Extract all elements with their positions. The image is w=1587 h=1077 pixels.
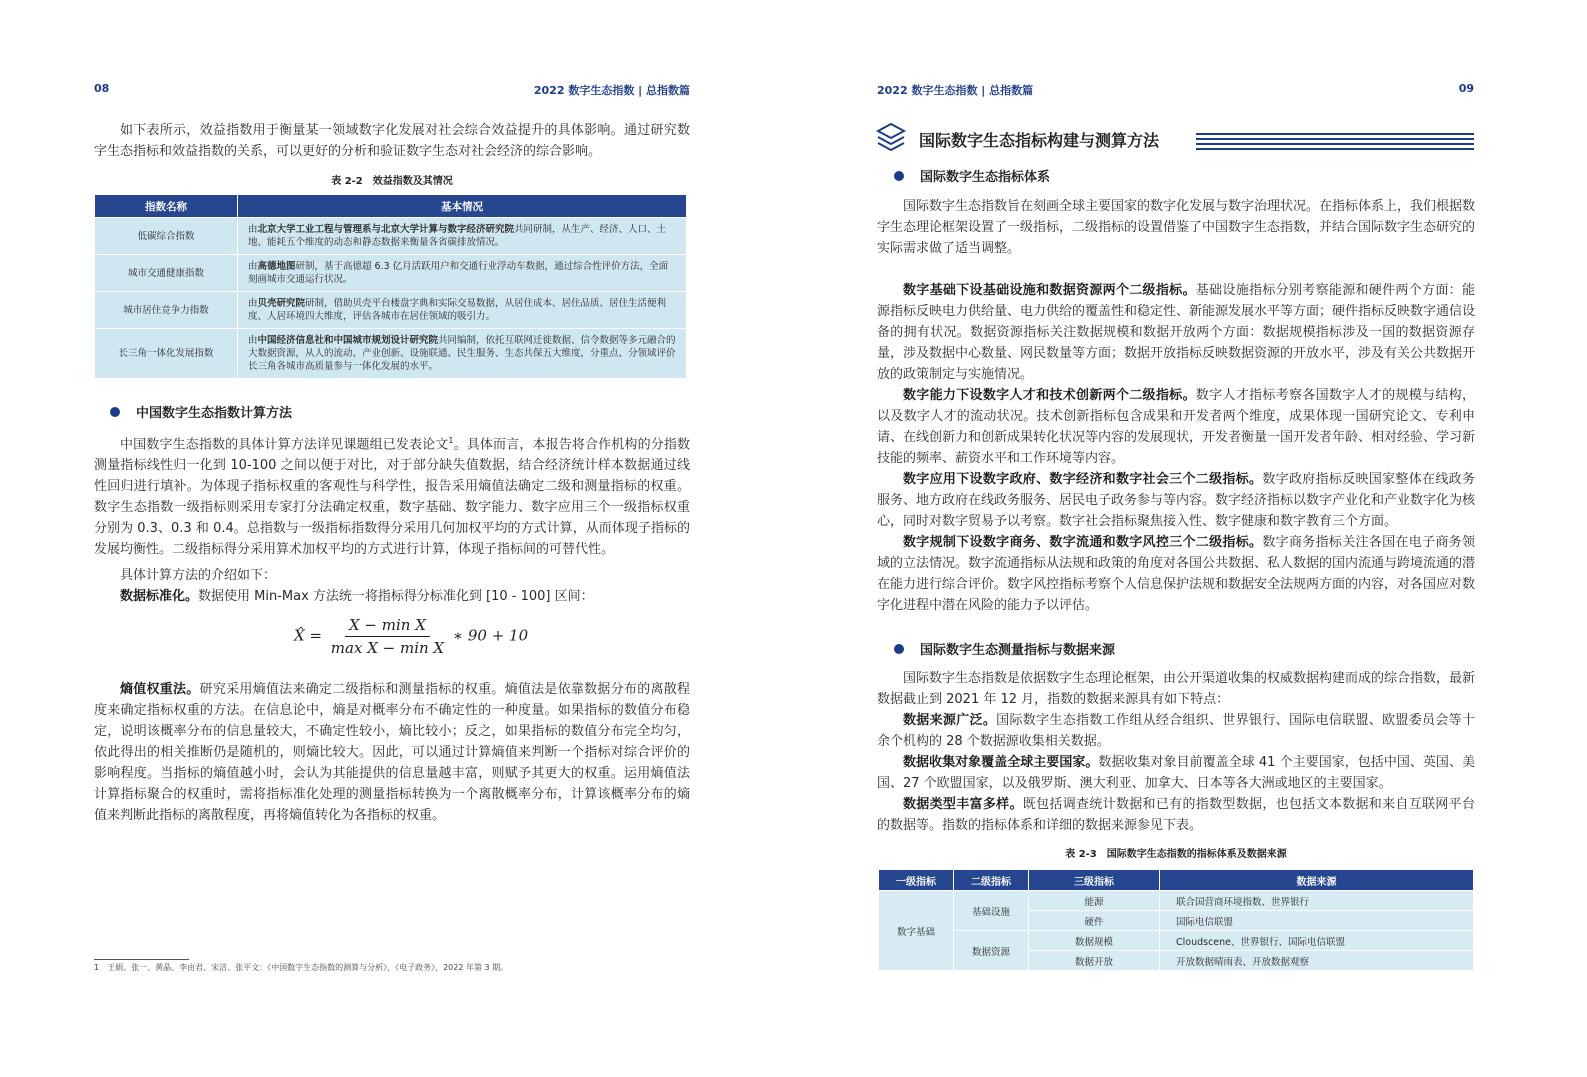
section-title: 中国数字生态指数计算方法	[136, 406, 293, 421]
page-number: 09	[1458, 82, 1474, 95]
footnote: 1 王娟、张一、黄晶、李由君、宋洁、张平文：《中国数字生态指数的测算与分析》，《电子政务》，2022 年第 3 期。	[94, 963, 509, 972]
table-header-row	[95, 195, 687, 218]
index-description: 由北京大学工业工程与管理系与北京大学计算与数字经济研究院共同研制，从生产、经济、人口、土地、能耗五个维度的动态和静态数据来衡量各省碳排放情况。	[238, 218, 687, 255]
column-header: 三级指标	[1029, 870, 1160, 891]
standardization-paragraph: 数据标准化。数据使用 Min-Max 方法统一将指标得分标准化到 [10 - 100] 区间：	[120, 589, 594, 604]
footnote-rule	[94, 959, 189, 960]
left-page	[0, 0, 793, 1077]
level2-cell: 基础设施	[954, 891, 1029, 931]
intro-paragraph: 如下表所示，效益指数用于衡量某一领域数字化发展对社会综合效益提升的具体影响。通过研究数字生态指标和效益指数的关系，可以更好的分析和验证数字生态对社会经济的综合影响。	[94, 123, 690, 159]
section-heading	[894, 166, 1050, 185]
source-cell: 联合国营商环境指数、世界银行	[1160, 891, 1474, 911]
minmax-formula: X̂ = $\frac{\text{X − min X}}{\text{max X − min X}}$ ∗ 90 + 10	[294, 616, 529, 657]
index-name: 城市居住竞争力指数	[95, 292, 238, 329]
running-header: 2022 数字生态指数 | 总指数篇	[877, 84, 1034, 97]
section-heading	[894, 639, 1115, 658]
system-paragraph: 国际数字生态指数旨在刻画全球主要国家的数字化发展与数字治理状况。在指标体系上，我们根据数字生态理论框架设置了一级指标，二级指标的设置借鉴了中国数字生态指数，并结合国际数字生态研究的实际需求做了适当调整。	[877, 199, 1476, 256]
digital-application-paragraph: 数字应用下设数字政府、数字经济和数字社会三个二级指标。数字政府指标反映国家整体在线政务服务、地方政府在线政务服务、居民电子政务参与等内容。数字经济指标以数字产业化和产业数字化为核心，同时对数字贸易予以考察。数字社会指标聚焦接入性、数字健康和数字教育三个方面。	[877, 472, 1476, 529]
bullet-dot-icon	[894, 644, 904, 654]
source-cell: 开放数据晴雨表、开放数据观察	[1160, 951, 1474, 971]
layers-icon	[876, 122, 906, 152]
table-row	[95, 329, 687, 379]
index-description: 由贝壳研究院研制，借助贝壳平台楼盘字典和实际交易数据，从居住成本、居住品质、居住生活便利度、人居环境四大维度，评估各城市在居住领域的吸引力。	[238, 292, 687, 329]
source-intro-paragraph: 国际数字生态指数是依据数字生态理论框架，由公开渠道收集的权威数据构建而成的综合指数，最新数据截止到 2021 年 12 月，指数的数据来源具有如下特点：	[877, 671, 1476, 707]
section-heading	[110, 402, 292, 421]
footnote-ref: 1	[448, 436, 454, 445]
bullet-dot-icon	[110, 407, 120, 417]
entropy-paragraph: 熵值权重法。研究采用熵值法来确定二级指标和测量指标的权重。熵值法是依靠数据分布的离散程度来确定指标权重的方法。在信息论中，熵是对概率分布不确定性的一种度量。如果指标的数值分布稳定，说明该概率分布的信息量较大，不确定性较小，熵比较小；反之，如果指标的数值分布完全均匀，依此得出的相关推断仍是随机的，则熵比较大。因此，可以通过计算熵值来判断一个指标对综合评价的影响程度。当指标的熵值越小时，会认为其能提供的信息量越丰富，则赋予其更大的权重。运用熵值法计算指标聚合的权重时，需将指标准化处理的测量指标转换为一个离散概率分布，计算该概率分布的熵值来判断此指标的离散程度，再将熵值转化为各指标的权重。	[94, 682, 690, 823]
level3-cell: 能源	[1029, 891, 1160, 911]
table-header-row	[879, 870, 1474, 891]
level2-cell: 数据资源	[954, 931, 1029, 971]
indicator-system-table	[878, 869, 1474, 971]
source-cell: 国际电信联盟	[1160, 911, 1474, 931]
section-title: 国际数字生态测量指标与数据来源	[920, 643, 1116, 658]
right-page	[794, 0, 1587, 1077]
index-name: 长三角一体化发展指数	[95, 329, 238, 379]
source-type-paragraph: 数据类型丰富多样。既包括调查统计数据和已有的指数型数据，也包括文本数据和来自互联网平台的数据等。指数的指标体系和详细的数据来源参见下表。	[877, 797, 1475, 833]
title-decoration	[1196, 133, 1474, 150]
section-title: 国际数字生态指标体系	[920, 170, 1051, 185]
page-number: 08	[94, 82, 110, 95]
table-row	[879, 891, 1474, 911]
column-header: 基本情况	[238, 195, 687, 218]
chapter-title: 国际数字生态指标构建与测算方法	[919, 131, 1160, 150]
level3-cell: 硬件	[1029, 911, 1160, 931]
method-paragraph: 中国数字生态指数的具体计算方法详见课题组已发表论文$^1$。具体而言，本报告将合作机构的分指数测量指标线性归一化到 10-100 之间以便于对比，对于部分缺失值数据，结合经济统计样本数据通过线性回归进行填补。为体现子指标权重的客观性与科学性，报告采用熵值法确定二级和测量指标的权重。数字生态指数一级指标则采用专家打分法确定权重，数字基础、数字能力、数字应用三个一级指标权重分别为 0.3、0.3 和 0.4。总指数与一级指标指数得分采用几何加权平均的方式计算，从而体现子指标的发展均衡性。二级指标得分采用算术加权平均的方式进行计算，体现子指标间的可替代性。	[94, 436, 690, 558]
index-name: 城市交通健康指数	[95, 255, 238, 292]
running-header: 2022 数字生态指数 | 总指数篇	[533, 84, 690, 97]
table-row	[879, 931, 1474, 951]
benefit-index-table	[94, 194, 687, 379]
level3-cell: 数据规模	[1029, 931, 1160, 951]
table-row	[95, 255, 687, 292]
column-header: 指数名称	[95, 195, 238, 218]
index-name: 低碳综合指数	[95, 218, 238, 255]
source-cell: Cloudscene、世界银行、国际电信联盟	[1160, 931, 1474, 951]
digital-regulation-paragraph: 数字规制下设数字商务、数字流通和数字风控三个二级指标。数字商务指标关注各国在电子商务领域的立法情况。数字流通指标从法规和政策的角度对各国公共数据、私人数据的国内流通与跨境流通的潜在能力进行综合评价。数字风控指标考察个人信息保护法规和数据安全法规两方面的内容，对各国应对数字化进程中潜在风险的能力予以评估。	[877, 535, 1476, 613]
table-caption: 表 2-2 效益指数及其情况	[331, 176, 453, 187]
digital-capability-paragraph: 数字能力下设数字人才和技术创新两个二级指标。数字人才指标考察各国数字人才的规模与结构，以及数字人才的流动状况。技术创新指标包含成果和开发者两个维度，成果体现一国研究论文、专利申请、在线创新力和创新成果转化状况等内容的发展现状，开发者衡量一国开发者年龄、相对经验、学习新技能的频率、薪资水平和工作环境等内容。	[877, 388, 1476, 466]
index-description: 由高德地图研制，基于高德超 6.3 亿月活跃用户和交通行业浮动车数据，通过综合性评价方法，全面刻画城市交通运行状况。	[238, 255, 687, 292]
source-breadth-paragraph: 数据来源广泛。国际数字生态指数工作组从经合组织、世界银行、国际电信联盟、欧盟委员会等十余个机构的 28 个数据源收集相关数据。	[877, 713, 1475, 749]
table-row	[95, 218, 687, 255]
method-intro: 具体计算方法的介绍如下：	[120, 568, 277, 583]
index-description: 由中国经济信息社和中国城市规划设计研究院共同编制，依托互联网迁徙数据、信令数据等多元融合的大数据资源，从人的流动、产业创新、设施联通、民生服务、生态共保五大维度，分重点、分领域评价长三角各城市高质量参与一体化发展的水平。	[238, 329, 687, 379]
column-header: 二级指标	[954, 870, 1029, 891]
table-caption: 表 2-3 国际数字生态指数的指标体系及数据来源	[1065, 849, 1287, 860]
source-coverage-paragraph: 数据收集对象覆盖全球主要国家。数据收集对象目前覆盖全球 41 个主要国家，包括中国、英国、美国、27 个欧盟国家，以及俄罗斯、澳大利亚、加拿大、日本等各大洲或地区的主要国家。	[877, 755, 1475, 791]
level1-cell: 数字基础	[879, 891, 954, 971]
level3-cell: 数据开放	[1029, 951, 1160, 971]
column-header: 数据来源	[1160, 870, 1474, 891]
column-header: 一级指标	[879, 870, 954, 891]
bullet-dot-icon	[894, 171, 904, 181]
digital-foundation-paragraph: 数字基础下设基础设施和数据资源两个二级指标。基础设施指标分别考察能源和硬件两个方面：能源指标反映电力供给量、电力供给的覆盖性和稳定性、新能源发展水平等方面；硬件指标反映数字通信设备的拥有状况。数据资源指标关注数据规模和数据开放两个方面：数据规模指标涉及一国的数据资源存量，涉及数据中心数量、网民数量等方面；数据开放指标反映数据资源的开放水平，涉及有关公共数据开放的政策制定与实施情况。	[877, 283, 1476, 382]
table-row	[95, 292, 687, 329]
